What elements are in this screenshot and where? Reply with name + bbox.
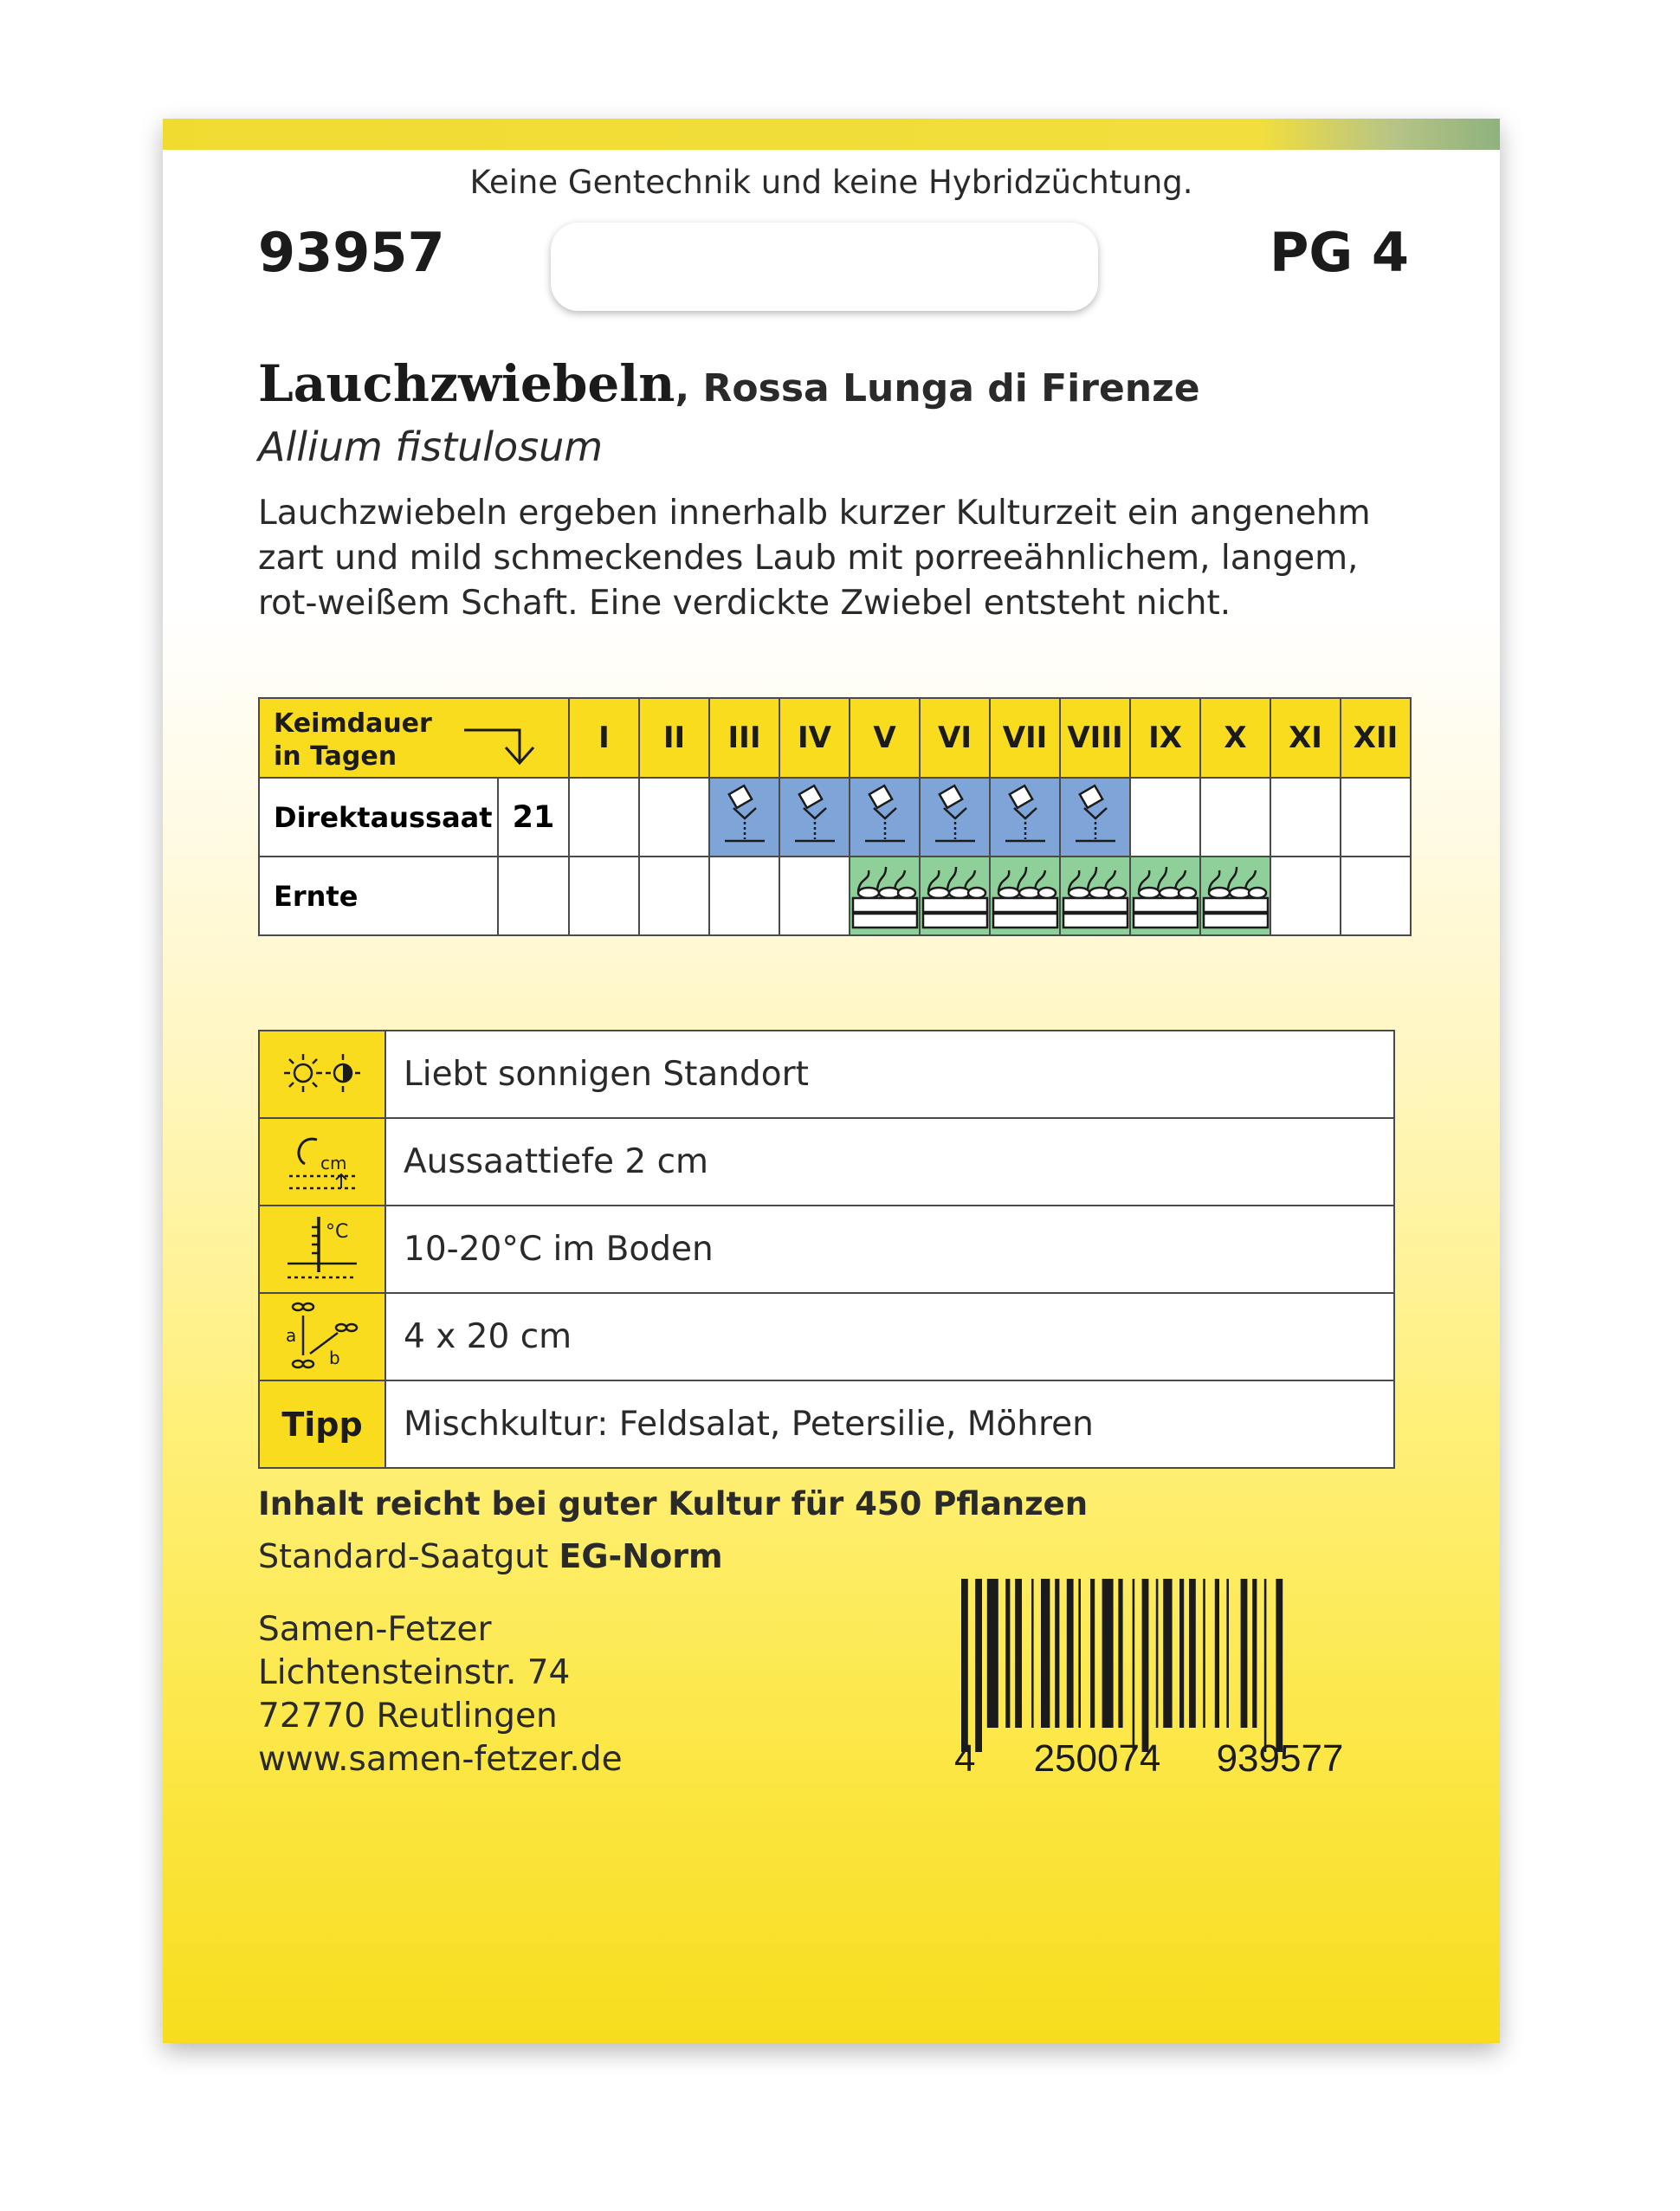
barcode-bar [961, 1579, 968, 1752]
gmo-free-note: Keine Gentechnik und keine Hybridzüchtung. [469, 164, 1193, 201]
barcode-bar [1133, 1579, 1135, 1752]
seed-sowing-icon [935, 784, 975, 848]
month-header: VIII [1060, 698, 1130, 778]
info-text: 4 x 20 cm [385, 1293, 1394, 1380]
month-cell-XII [1341, 857, 1411, 935]
month-header: III [709, 698, 779, 778]
info-text: Mischkultur: Feldsalat, Petersilie, Möhren [385, 1380, 1394, 1468]
barcode-bar [1252, 1579, 1257, 1728]
month-cell-I [569, 778, 639, 857]
price-group: PG 4 [1269, 221, 1409, 284]
company-address [258, 1608, 623, 1781]
keimdauer-label-2: in Tagen [274, 741, 397, 772]
calendar-row-direktaussaat [259, 778, 1411, 857]
month-cell-XI [1270, 778, 1341, 857]
temp-unit-label: °C [326, 1220, 349, 1243]
month-cell-active-III [709, 778, 779, 857]
harvest-crate-icon [992, 858, 1059, 931]
contents-note: Inhalt reicht bei guter Kultur für 450 Pflanzen [258, 1485, 1089, 1522]
info-text: Liebt sonnigen Standort [385, 1031, 1394, 1118]
sowing-depth-icon [259, 1118, 385, 1206]
row-label: Ernte [259, 857, 498, 935]
standard-prefix: Standard-Saatgut [258, 1537, 559, 1575]
barcode-bar [1189, 1579, 1196, 1728]
product-name: Lauchzwiebeln [258, 354, 675, 413]
month-header: IX [1130, 698, 1200, 778]
info-row [259, 1118, 1394, 1206]
month-cell-X [1200, 778, 1270, 857]
month-cell-active-X [1200, 857, 1270, 935]
company-street: Lichtensteinstr. 74 [258, 1653, 571, 1692]
latin-name: Allium fistulosum [258, 423, 604, 470]
article-number: 93957 [258, 221, 445, 284]
seed-sowing-icon [795, 784, 835, 848]
info-row [259, 1031, 1394, 1118]
sun-halfsun-icon [259, 1031, 385, 1118]
down-arrow-icon [462, 721, 542, 766]
packet-top-band [163, 119, 1500, 150]
month-cell-active-IV [779, 778, 850, 857]
barcode-bar [1179, 1579, 1184, 1728]
barcode-bar [975, 1579, 982, 1752]
month-cell-active-V [850, 778, 920, 857]
month-cell-I [569, 857, 639, 935]
seed-packet [163, 119, 1500, 2043]
barcode-bar [1031, 1579, 1034, 1728]
harvest-crate-icon [1202, 858, 1270, 931]
month-cell-II [639, 778, 709, 857]
company-website: www.samen-fetzer.de [258, 1740, 623, 1779]
label-field [551, 223, 1098, 311]
barcode-bar [1276, 1579, 1283, 1752]
calendar-header-row [259, 698, 1411, 778]
month-cell-active-VI [920, 778, 990, 857]
harvest-crate-icon [1062, 858, 1129, 931]
info-row [259, 1380, 1394, 1468]
product-variety: , Rossa Lunga di Firenze [675, 366, 1200, 411]
seed-sowing-icon [1005, 784, 1045, 848]
standard-note [258, 1537, 723, 1575]
info-text: Aussaattiefe 2 cm [385, 1118, 1394, 1206]
month-cell-XI [1270, 857, 1341, 935]
harvest-crate-icon [851, 858, 919, 931]
sowing-calendar [258, 697, 1412, 936]
tip-label-cell [259, 1380, 385, 1468]
barcode-bar [1102, 1579, 1114, 1728]
month-cell-active-VIII [1060, 857, 1130, 935]
month-header: V [850, 698, 920, 778]
barcode-bar [1067, 1579, 1074, 1728]
month-cell-III [709, 857, 779, 935]
barcode-digit-first: 4 [954, 1737, 976, 1778]
barcode-bar [1215, 1579, 1219, 1728]
info-text: 10-20°C im Boden [385, 1206, 1394, 1293]
soil-temperature-icon [259, 1206, 385, 1293]
keimdauer-header [259, 698, 569, 778]
product-title [258, 354, 1200, 413]
barcode-bar [1142, 1579, 1149, 1752]
month-header: IV [779, 698, 850, 778]
month-cell-II [639, 857, 709, 935]
standard-norm: EG-Norm [559, 1537, 723, 1575]
month-cell-IX [1130, 778, 1200, 857]
barcode-bar [987, 1579, 998, 1728]
month-cell-XII [1341, 778, 1411, 857]
seed-sowing-icon [1076, 784, 1115, 848]
keimdauer-label: Keimdauer [274, 708, 432, 739]
spacing-label-a: a [286, 1324, 297, 1346]
barcode-bar [1055, 1579, 1059, 1728]
month-cell-active-IX [1130, 857, 1200, 935]
growing-info-table [258, 1030, 1395, 1469]
barcode-bar [1041, 1579, 1050, 1728]
row-label: Direktaussaat [259, 778, 498, 857]
harvest-crate-icon [921, 858, 989, 931]
harvest-crate-icon [1132, 858, 1199, 931]
barcode-bar [1118, 1579, 1122, 1728]
barcode-bar [1241, 1579, 1248, 1728]
spacing-label-b: b [329, 1347, 340, 1368]
month-cell-active-VII [990, 778, 1060, 857]
month-header: VII [990, 698, 1060, 778]
barcode-bar [1163, 1579, 1172, 1728]
month-header: XI [1270, 698, 1341, 778]
depth-unit-label: cm [320, 1152, 347, 1173]
month-cell-active-VIII [1060, 778, 1130, 857]
month-cell-IV [779, 857, 850, 935]
info-row [259, 1293, 1394, 1380]
barcode-bar [1015, 1579, 1022, 1728]
barcode-bar [1156, 1579, 1159, 1728]
month-cell-active-VI [920, 857, 990, 935]
barcode-bar [1090, 1579, 1095, 1728]
month-header: VI [920, 698, 990, 778]
germination-days [498, 857, 569, 935]
seed-sowing-icon [865, 784, 905, 848]
company-city: 72770 Reutlingen [258, 1697, 558, 1736]
company-name: Samen-Fetzer [258, 1610, 492, 1649]
calendar-row-ernte [259, 857, 1411, 935]
seed-sowing-icon [725, 784, 765, 848]
germination-days: 21 [498, 778, 569, 857]
month-cell-active-V [850, 857, 920, 935]
month-header: II [639, 698, 709, 778]
barcode-bar [1264, 1579, 1267, 1752]
info-row [259, 1206, 1394, 1293]
month-header: X [1200, 698, 1270, 778]
barcode-bar [1078, 1579, 1081, 1728]
barcode-bar [1226, 1579, 1229, 1728]
product-description: Lauchzwiebeln ergeben innerhalb kurzer Kulturzeit ein angenehm zart und mild schmeckendes Laub mit porreeähnlichem, langem, rot-weißem Schaft. Eine verdickte Zwiebel entsteht nicht. [258, 494, 1371, 623]
barcode-digits-left: 250074 [1033, 1737, 1161, 1778]
month-header: I [569, 698, 639, 778]
barcode-bar [1005, 1579, 1010, 1728]
tip-label: Tipp [281, 1405, 363, 1444]
ean-barcode [953, 1579, 1403, 1778]
plant-spacing-icon [259, 1293, 385, 1380]
month-header: XII [1341, 698, 1411, 778]
barcode-digits-right: 939577 [1216, 1737, 1344, 1778]
month-cell-active-VII [990, 857, 1060, 935]
barcode-bar [1203, 1579, 1205, 1728]
